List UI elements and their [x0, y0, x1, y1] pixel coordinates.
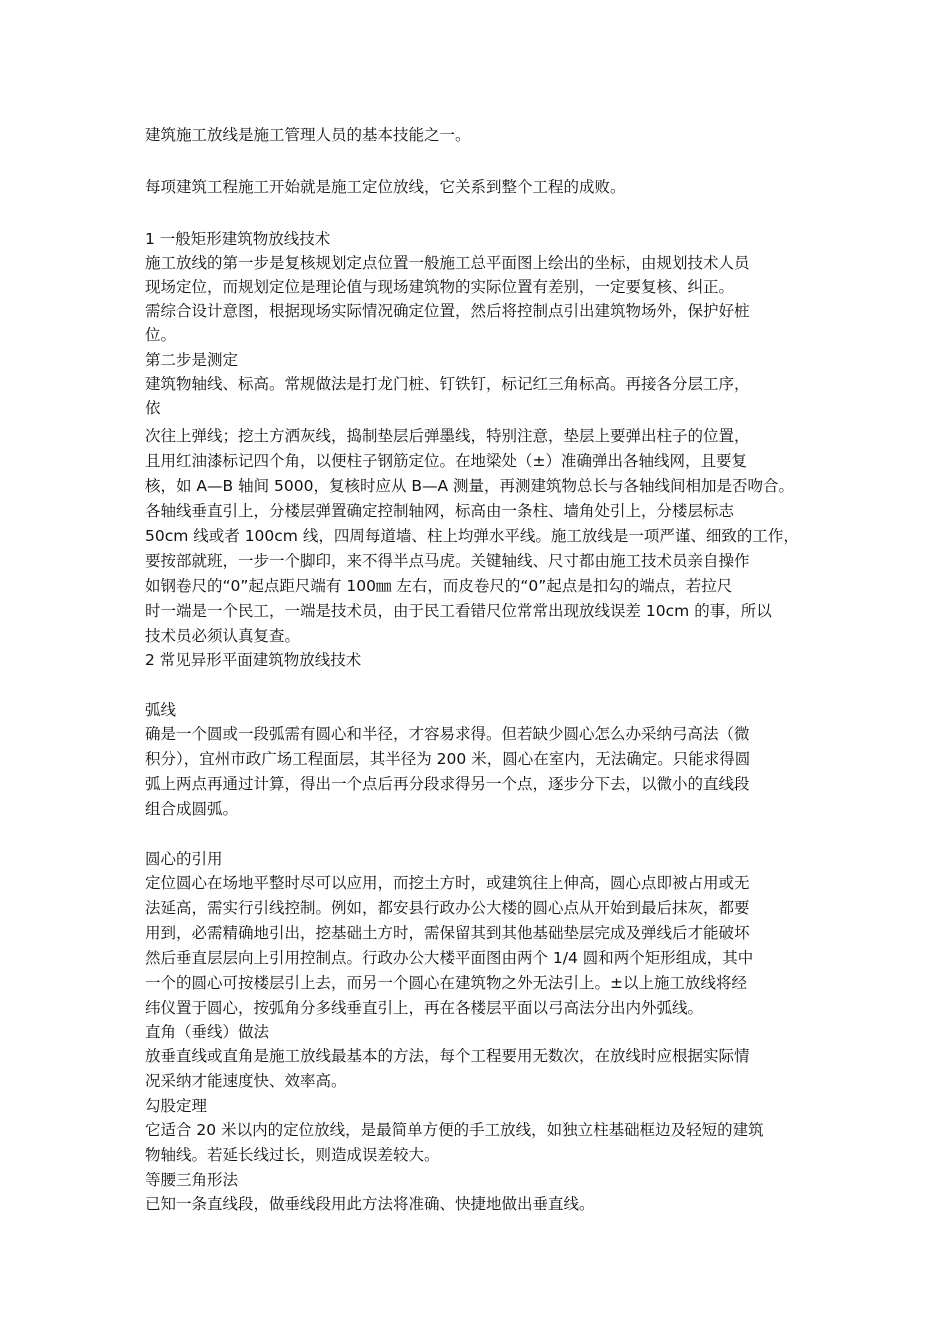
intro-line-1: 建筑施工放线是施工管理人员的基本技能之一。: [145, 126, 471, 144]
text-line: 纬仪置于圆心，按弧角分多线垂直引上，再在各楼层平面以弓高法分出内外弧线。: [145, 999, 704, 1017]
text-line: 然后垂直层层向上引用控制点。行政办公大楼平面图由两个 1/4 圆和两个矩形组成，其中: [145, 949, 754, 967]
text-line: 定位圆心在场地平整时尽可以应用，而挖土方时，或建筑往上伸高，圆心点即被占用或无: [145, 874, 750, 892]
text-line: 积分），宜州市政广场工程面层，其半径为 200 米，圆心在室内，无法确定。只能求得圆: [145, 750, 751, 768]
text-line: 如钢卷尺的“0”起点距尺端有 100㎜ 左右，而皮卷尺的“0”起点是扣勾的端点，若拉尺: [145, 577, 733, 595]
text-line: 需综合设计意图，根据现场实际情况确定位置，然后将控制点引出建筑物场外，保护好桩: [145, 302, 750, 320]
subheading-pythagorean: 勾股定理: [145, 1097, 208, 1115]
text-line: 技术员必须认真复查。: [145, 627, 301, 645]
text-line: 已知一条直线段，做垂线段用此方法将准确、快捷地做出垂直线。: [145, 1195, 595, 1213]
text-line: 50cm 线或者 100cm 线，四周每道墙、柱上均弹水平线。施工放线是一项严谨、细致的工作，: [145, 527, 799, 545]
subheading-center: 圆心的引用: [145, 850, 223, 868]
text-line: 各轴线垂直引上，分楼层弹置确定控制轴网，标高由一条柱、墙角处引上，分楼层标志: [145, 502, 735, 520]
text-line: 要按部就班，一步一个脚印，来不得半点马虎。关键轴线、尺寸都由施工技术员亲自操作: [145, 552, 750, 570]
subheading-right-angle: 直角（垂线）做法: [145, 1023, 270, 1041]
text-line: 况采纳才能速度快、效率高。: [145, 1072, 347, 1090]
text-line: 且用红油漆标记四个角，以便柱子钢筋定位。在地梁处（±）准确弹出各轴线网，且要复: [145, 452, 747, 470]
section-heading-2: 2 常见异形平面建筑物放线技术: [145, 651, 362, 669]
text-line: 施工放线的第一步是复核规划定点位置一般施工总平面图上绘出的坐标，由规划技术人员: [145, 254, 750, 272]
intro-line-2: 每项建筑工程施工开始就是施工定位放线，它关系到整个工程的成败。: [145, 178, 626, 196]
text-line: 次往上弹线；挖土方洒灰线，捣制垫层后弹墨线，特别注意，垫层上要弹出柱子的位置，: [145, 427, 750, 445]
step-heading: 第二步是测定: [145, 351, 239, 369]
text-line: 确是一个圆或一段弧需有圆心和半径，才容易求得。但若缺少圆心怎么办采纳弓高法（微: [145, 725, 750, 743]
text-line: 一个的圆心可按楼层引上去，而另一个圆心在建筑物之外无法引上。±以上施工放线将经: [145, 974, 747, 992]
text-line: 位。: [145, 326, 177, 344]
text-line: 时一端是一个民工，一端是技术员，由于民工看错尺位常常出现放线误差 10cm 的事，所以: [145, 602, 772, 620]
text-line: 用到，必需精确地引出，挖基础土方时，需保留其到其他基础垫层完成及弹线后才能破坏: [145, 924, 750, 942]
text-line: 法延高，需实行引线控制。例如，都安县行政办公大楼的圆心点从开始到最后抹灰，都要: [145, 899, 750, 917]
text-line: 它适合 20 米以内的定位放线，是最简单方便的手工放线，如独立柱基础框边及轻短的建筑: [145, 1121, 764, 1139]
subheading-isosceles: 等腰三角形法: [145, 1171, 239, 1189]
text-line: 组合成圆弧。: [145, 800, 239, 818]
text-line: 建筑物轴线、标高。常规做法是打龙门桩、钉铁钉，标记红三角标高。再接各分层工序，: [145, 375, 750, 393]
text-line: 依: [145, 399, 161, 417]
text-line: 放垂直线或直角是施工放线最基本的方法，每个工程要用无数次，在放线时应根据实际情: [145, 1047, 750, 1065]
text-line: 现场定位，而规划定位是理论值与现场建筑物的实际位置有差别，一定要复核、纠正。: [145, 278, 735, 296]
text-line: 弧上两点再通过计算，得出一个点后再分段求得另一个点，逐步分下去，以微小的直线段: [145, 775, 750, 793]
section-heading-1: 1 一般矩形建筑物放线技术: [145, 230, 331, 248]
text-line: 核，如 A—B 轴间 5000，复核时应从 B—A 测量，再测建筑物总长与各轴线间相加是否吻合。: [145, 477, 795, 495]
subheading-arc: 弧线: [145, 701, 177, 719]
text-line: 物轴线。若延长线过长，则造成误差较大。: [145, 1146, 440, 1164]
